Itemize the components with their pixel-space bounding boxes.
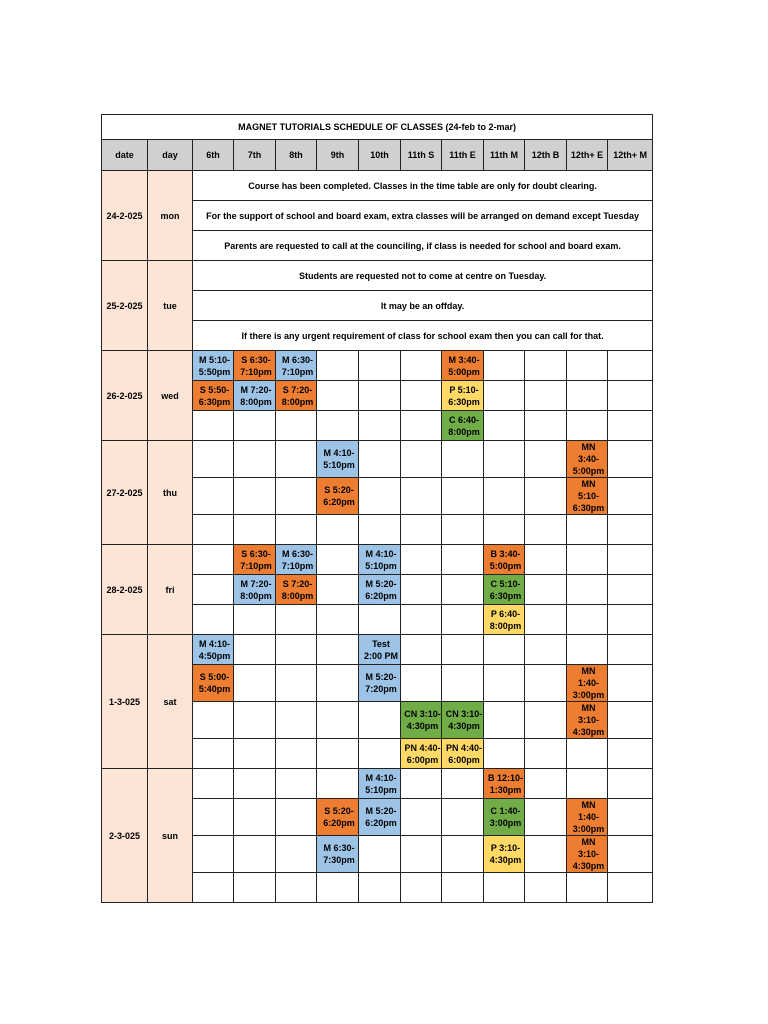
empty-slot [525, 478, 567, 515]
empty-slot [401, 665, 442, 702]
empty-slot [484, 411, 525, 441]
empty-slot [567, 739, 608, 769]
date-cell: 27-2-025 [102, 441, 148, 545]
empty-slot [234, 441, 276, 478]
empty-slot [193, 605, 234, 635]
empty-slot [401, 635, 442, 665]
class-slot: M 6:30-7:30pm [317, 836, 359, 873]
empty-slot [401, 799, 442, 836]
empty-slot [525, 873, 567, 903]
empty-slot [193, 873, 234, 903]
empty-slot [525, 739, 567, 769]
schedule-row [102, 261, 653, 291]
date-cell: 24-2-025 [102, 171, 148, 261]
empty-slot [193, 441, 234, 478]
empty-slot [193, 799, 234, 836]
class-slot: S 6:30-7:10pm [234, 351, 276, 381]
empty-slot [317, 702, 359, 739]
empty-slot [234, 836, 276, 873]
empty-slot [567, 873, 608, 903]
empty-slot [525, 702, 567, 739]
empty-slot [359, 605, 401, 635]
empty-slot [567, 351, 608, 381]
empty-slot [276, 799, 317, 836]
empty-slot [359, 351, 401, 381]
day-cell: tue [148, 261, 193, 351]
empty-slot [234, 635, 276, 665]
day-cell: thu [148, 441, 193, 545]
class-slot: S 5:20-6:20pm [317, 478, 359, 515]
date-cell: 28-2-025 [102, 545, 148, 635]
empty-slot [525, 351, 567, 381]
empty-slot [276, 769, 317, 799]
notice-text: For the support of school and board exam, extra classes will be arranged on demand except Tuesday [193, 201, 653, 231]
empty-slot [608, 351, 653, 381]
empty-slot [442, 605, 484, 635]
empty-slot [401, 836, 442, 873]
empty-slot [484, 702, 525, 739]
class-slot: PN 4:40-6:00pm [401, 739, 442, 769]
empty-slot [401, 873, 442, 903]
col-header: 12th B [525, 140, 567, 171]
empty-slot [608, 478, 653, 515]
empty-slot [317, 515, 359, 545]
class-slot: M 5:20-6:20pm [359, 799, 401, 836]
schedule-row [102, 635, 653, 665]
empty-slot [193, 545, 234, 575]
empty-slot [193, 739, 234, 769]
col-header: day [148, 140, 193, 171]
date-cell: 26-2-025 [102, 351, 148, 441]
class-slot: B 12:10-1:30pm [484, 769, 525, 799]
class-slot: P 5:10-6:30pm [442, 381, 484, 411]
empty-slot [276, 478, 317, 515]
date-cell: 1-3-025 [102, 635, 148, 769]
class-slot: PN 4:40-6:00pm [442, 739, 484, 769]
empty-slot [525, 381, 567, 411]
schedule-row [102, 351, 653, 381]
day-cell: fri [148, 545, 193, 635]
empty-slot [401, 351, 442, 381]
empty-slot [234, 515, 276, 545]
class-slot: C 6:40-8:00pm [442, 411, 484, 441]
empty-slot [525, 836, 567, 873]
class-slot: M 3:40-5:00pm [442, 351, 484, 381]
class-slot: S 5:20-6:20pm [317, 799, 359, 836]
empty-slot [608, 799, 653, 836]
empty-slot [317, 575, 359, 605]
empty-slot [401, 441, 442, 478]
empty-slot [359, 411, 401, 441]
class-slot: S 7:20-8:00pm [276, 381, 317, 411]
empty-slot [525, 769, 567, 799]
empty-slot [359, 739, 401, 769]
notice-text: Course has been completed. Classes in the time table are only for doubt clearing. [193, 171, 653, 201]
empty-slot [442, 515, 484, 545]
empty-slot [608, 545, 653, 575]
empty-slot [608, 411, 653, 441]
empty-slot [442, 799, 484, 836]
empty-slot [567, 635, 608, 665]
empty-slot [525, 411, 567, 441]
empty-slot [442, 545, 484, 575]
empty-slot [608, 665, 653, 702]
empty-slot [359, 873, 401, 903]
class-slot: C 5:10-6:30pm [484, 575, 525, 605]
empty-slot [567, 769, 608, 799]
schedule-row [102, 545, 653, 575]
class-slot: M 4:10-5:10pm [359, 545, 401, 575]
empty-slot [276, 635, 317, 665]
class-slot: M 4:10-5:10pm [359, 769, 401, 799]
class-slot: C 1:40-3:00pm [484, 799, 525, 836]
empty-slot [567, 605, 608, 635]
class-slot: MN 1:40-3:00pm [567, 665, 608, 702]
empty-slot [567, 411, 608, 441]
col-header: 10th [359, 140, 401, 171]
date-cell: 25-2-025 [102, 261, 148, 351]
class-slot: M 5:20-6:20pm [359, 575, 401, 605]
class-slot: CN 3:10-4:30pm [401, 702, 442, 739]
empty-slot [193, 702, 234, 739]
empty-slot [359, 478, 401, 515]
empty-slot [442, 836, 484, 873]
empty-slot [484, 635, 525, 665]
empty-slot [567, 515, 608, 545]
empty-slot [193, 411, 234, 441]
empty-slot [608, 605, 653, 635]
empty-slot [317, 545, 359, 575]
empty-slot [608, 739, 653, 769]
empty-slot [484, 478, 525, 515]
class-slot: M 5:10-5:50pm [193, 351, 234, 381]
empty-slot [317, 769, 359, 799]
class-slot: B 3:40-5:00pm [484, 545, 525, 575]
schedule-row [102, 769, 653, 799]
class-slot: P 3:10-4:30pm [484, 836, 525, 873]
empty-slot [401, 478, 442, 515]
class-slot: MN 1:40-3:00pm [567, 799, 608, 836]
class-slot: MN 5:10-6:30pm [567, 478, 608, 515]
class-slot: MN 3:40-5:00pm [567, 441, 608, 478]
empty-slot [608, 769, 653, 799]
class-slot: M 5:20-7:20pm [359, 665, 401, 702]
class-slot: S 5:00-5:40pm [193, 665, 234, 702]
empty-slot [484, 351, 525, 381]
empty-slot [359, 515, 401, 545]
empty-slot [359, 381, 401, 411]
empty-slot [401, 515, 442, 545]
title-row [102, 115, 653, 140]
notice-text: If there is any urgent requirement of class for school exam then you can call for that. [193, 321, 653, 351]
empty-slot [234, 665, 276, 702]
class-slot: MN 3:10-4:30pm [567, 836, 608, 873]
empty-slot [401, 411, 442, 441]
empty-slot [608, 515, 653, 545]
col-header: date [102, 140, 148, 171]
col-header: 11th S [401, 140, 442, 171]
empty-slot [276, 739, 317, 769]
schedule-title: MAGNET TUTORIALS SCHEDULE OF CLASSES (24-feb to 2-mar) [102, 115, 653, 140]
day-cell: sat [148, 635, 193, 769]
empty-slot [276, 411, 317, 441]
empty-slot [401, 381, 442, 411]
empty-slot [317, 635, 359, 665]
col-header: 8th [276, 140, 317, 171]
empty-slot [317, 351, 359, 381]
empty-slot [608, 702, 653, 739]
empty-slot [276, 873, 317, 903]
empty-slot [484, 381, 525, 411]
class-slot: S 5:50-6:30pm [193, 381, 234, 411]
schedule-row [102, 441, 653, 478]
empty-slot [484, 515, 525, 545]
class-slot: M 4:10-5:10pm [317, 441, 359, 478]
day-cell: mon [148, 171, 193, 261]
empty-slot [442, 873, 484, 903]
empty-slot [608, 575, 653, 605]
empty-slot [193, 575, 234, 605]
empty-slot [525, 799, 567, 836]
empty-slot [317, 739, 359, 769]
empty-slot [276, 836, 317, 873]
empty-slot [317, 605, 359, 635]
empty-slot [442, 769, 484, 799]
class-slot: CN 3:10-4:30pm [442, 702, 484, 739]
empty-slot [442, 635, 484, 665]
empty-slot [608, 873, 653, 903]
day-cell: sun [148, 769, 193, 903]
col-header: 11th M [484, 140, 525, 171]
empty-slot [359, 441, 401, 478]
empty-slot [567, 545, 608, 575]
empty-slot [234, 873, 276, 903]
class-slot: S 6:30-7:10pm [234, 545, 276, 575]
header-row [102, 140, 653, 171]
class-slot: S 7:20-8:00pm [276, 575, 317, 605]
empty-slot [359, 836, 401, 873]
empty-slot [484, 665, 525, 702]
schedule-row [102, 171, 653, 201]
col-header: 11th E [442, 140, 484, 171]
empty-slot [234, 799, 276, 836]
schedule-body [102, 115, 653, 903]
class-slot: M 6:30-7:10pm [276, 545, 317, 575]
empty-slot [234, 769, 276, 799]
empty-slot [276, 665, 317, 702]
class-slot: M 6:30-7:10pm [276, 351, 317, 381]
empty-slot [608, 441, 653, 478]
class-slot: M 7:20-8:00pm [234, 381, 276, 411]
empty-slot [234, 411, 276, 441]
empty-slot [234, 739, 276, 769]
empty-slot [317, 411, 359, 441]
empty-slot [234, 478, 276, 515]
empty-slot [276, 441, 317, 478]
empty-slot [401, 605, 442, 635]
date-cell: 2-3-025 [102, 769, 148, 903]
class-slot: M 4:10-4:50pm [193, 635, 234, 665]
empty-slot [484, 873, 525, 903]
notice-text: Students are requested not to come at centre on Tuesday. [193, 261, 653, 291]
empty-slot [401, 545, 442, 575]
empty-slot [359, 702, 401, 739]
empty-slot [401, 575, 442, 605]
day-cell: wed [148, 351, 193, 441]
empty-slot [276, 605, 317, 635]
notice-text: It may be an offday. [193, 291, 653, 321]
empty-slot [442, 665, 484, 702]
empty-slot [442, 441, 484, 478]
empty-slot [317, 665, 359, 702]
schedule-table [101, 114, 653, 903]
empty-slot [442, 575, 484, 605]
class-slot: M 7:20-8:00pm [234, 575, 276, 605]
empty-slot [317, 873, 359, 903]
empty-slot [525, 605, 567, 635]
class-slot: Test 2:00 PM [359, 635, 401, 665]
empty-slot [276, 702, 317, 739]
col-header: 6th [193, 140, 234, 171]
col-header: 9th [317, 140, 359, 171]
empty-slot [401, 769, 442, 799]
empty-slot [442, 478, 484, 515]
empty-slot [234, 605, 276, 635]
empty-slot [525, 441, 567, 478]
empty-slot [525, 665, 567, 702]
class-slot: MN 3:10-4:30pm [567, 702, 608, 739]
empty-slot [608, 635, 653, 665]
empty-slot [525, 515, 567, 545]
empty-slot [567, 381, 608, 411]
empty-slot [193, 769, 234, 799]
col-header: 12th+ M [608, 140, 653, 171]
class-slot: P 6:40-8:00pm [484, 605, 525, 635]
empty-slot [193, 515, 234, 545]
col-header: 12th+ E [567, 140, 608, 171]
empty-slot [484, 739, 525, 769]
empty-slot [484, 441, 525, 478]
empty-slot [193, 836, 234, 873]
empty-slot [234, 702, 276, 739]
empty-slot [525, 635, 567, 665]
empty-slot [525, 545, 567, 575]
col-header: 7th [234, 140, 276, 171]
empty-slot [608, 836, 653, 873]
empty-slot [567, 575, 608, 605]
empty-slot [525, 575, 567, 605]
empty-slot [608, 381, 653, 411]
empty-slot [193, 478, 234, 515]
empty-slot [317, 381, 359, 411]
notice-text: Parents are requested to call at the counciling, if class is needed for school and board exam. [193, 231, 653, 261]
empty-slot [276, 515, 317, 545]
